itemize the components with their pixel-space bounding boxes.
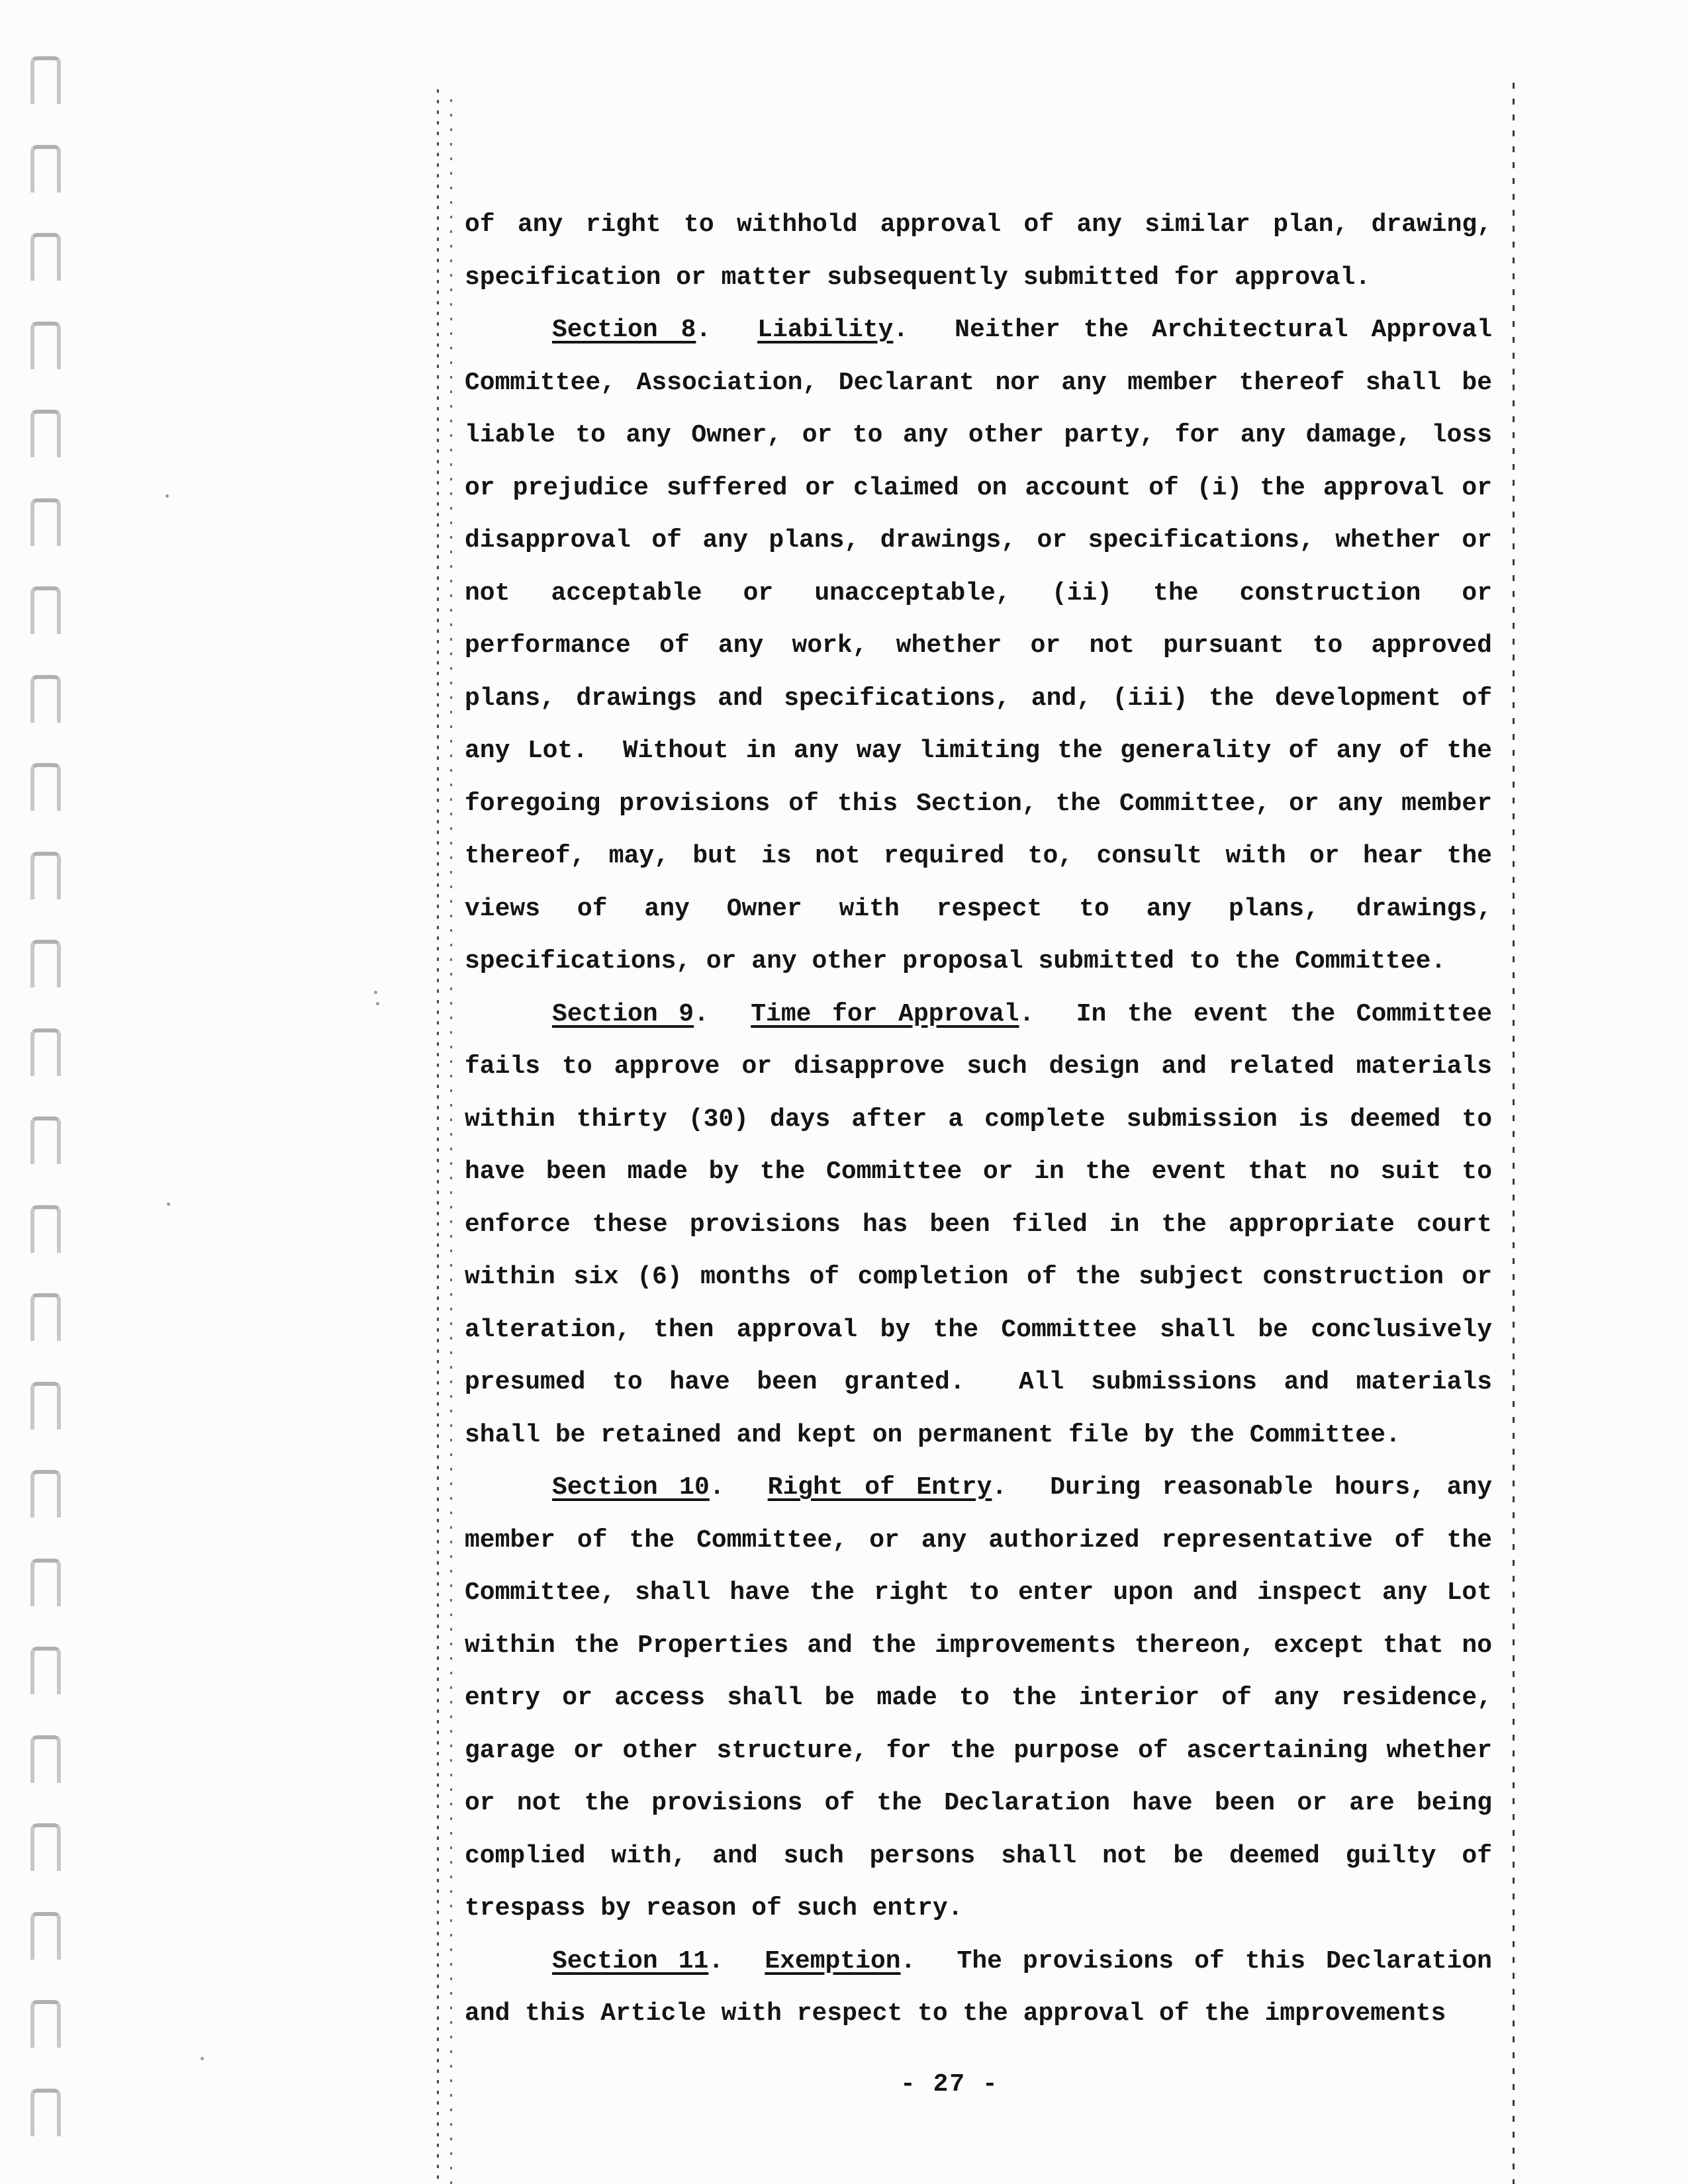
body-text: disapproval of any plans, drawings, or specifications, whether or xyxy=(465,526,1492,555)
body-text: . xyxy=(694,999,751,1028)
scan-speck xyxy=(167,1203,170,1206)
text-line xyxy=(465,1882,1492,1935)
binder-hole xyxy=(30,1559,61,1606)
binder-hole xyxy=(30,940,61,987)
binder-hole xyxy=(30,1116,61,1164)
text-line xyxy=(465,1040,1492,1093)
body-text: foregoing provisions of this Section, the Committee, or any member xyxy=(465,789,1492,818)
text-line xyxy=(465,1619,1492,1672)
binder-hole xyxy=(30,56,61,104)
text-line xyxy=(465,1461,1492,1514)
text-line xyxy=(465,619,1492,672)
body-text: not acceptable or unacceptable, (ii) the construction or xyxy=(465,578,1492,608)
binder-hole xyxy=(30,1823,61,1871)
body-text: Committee, shall have the right to enter upon and inspect any Lot xyxy=(465,1578,1492,1607)
text-line xyxy=(465,357,1492,410)
binder-hole xyxy=(30,233,61,281)
underlined-heading-text: Time for Approval xyxy=(751,999,1019,1028)
text-line xyxy=(465,1514,1492,1567)
body-text: presumed to have been granted. All submissions and materials xyxy=(465,1368,1492,1396)
body-text: within thirty (30) days after a complete submission is deemed to xyxy=(465,1105,1492,1134)
body-text: . xyxy=(709,1473,768,1502)
body-text: liable to any Owner, or to any other party, for any damage, loss xyxy=(465,421,1492,449)
body-text: have been made by the Committee or in the event that no suit to xyxy=(465,1158,1492,1186)
binder-hole xyxy=(30,1382,61,1430)
text-line xyxy=(465,1409,1492,1462)
body-text: . During reasonable hours, any xyxy=(992,1473,1492,1502)
text-line xyxy=(465,251,1492,304)
paragraph xyxy=(465,1461,1492,1935)
body-text: within six (6) months of completion of the subject construction or xyxy=(465,1263,1492,1291)
text-line xyxy=(465,988,1492,1041)
text-line xyxy=(465,778,1492,831)
body-text: fails to approve or disapprove such design and related materials xyxy=(465,1052,1492,1081)
body-text: thereof, may, but is not required to, consult with or hear the xyxy=(465,842,1492,870)
body-text: garage or other structure, for the purpose of ascertaining whether xyxy=(465,1736,1492,1765)
text-line xyxy=(465,1093,1492,1146)
text-line xyxy=(465,1567,1492,1619)
paragraph xyxy=(465,304,1492,988)
body-text: entry or access shall be made to the interior of any residence, xyxy=(465,1684,1492,1712)
body-text: or prejudice suffered or claimed on account of (i) the approval or xyxy=(465,473,1492,502)
binder-hole xyxy=(30,1647,61,1694)
body-text: . xyxy=(708,1946,765,1976)
text-line xyxy=(465,199,1492,251)
binder-hole xyxy=(30,675,61,723)
body-text: any Lot. Without in any way limiting the generality of any of the xyxy=(465,737,1492,765)
text-line xyxy=(465,1987,1492,2040)
body-text: . Neither the Architectural Approval xyxy=(893,316,1492,344)
body-text: specifications, or any other proposal submitted to the Committee. xyxy=(465,947,1446,976)
underlined-heading-text: Right of Entry xyxy=(767,1473,992,1502)
underlined-heading-text: Section 11 xyxy=(552,1946,709,1976)
binder-hole xyxy=(30,1912,61,1960)
underlined-heading-text: Liability xyxy=(757,316,894,344)
text-line xyxy=(465,304,1492,357)
left-scan-edge-line-2 xyxy=(450,99,452,2184)
scan-speck xyxy=(201,2057,204,2060)
text-line xyxy=(465,567,1492,620)
text-line xyxy=(465,1146,1492,1199)
binder-hole xyxy=(30,2089,61,2136)
scan-speck xyxy=(376,1002,379,1005)
body-text: . The provisions of this Declaration xyxy=(900,1946,1492,1976)
binder-hole xyxy=(30,145,61,193)
body-text: alteration, then approval by the Committee shall be conclusively xyxy=(465,1315,1492,1344)
body-text: and this Article with respect to the approval of the improvements xyxy=(465,1999,1446,2028)
body-text: complied with, and such persons shall not be deemed guilty of xyxy=(465,1841,1492,1870)
body-text: enforce these provisions has been filed in the appropriate court xyxy=(465,1210,1492,1239)
body-text: shall be retained and kept on permanent file by the Committee. xyxy=(465,1420,1401,1449)
text-block xyxy=(465,199,1492,2040)
text-line xyxy=(465,1935,1492,1988)
underlined-heading-text: Exemption xyxy=(765,1946,901,1976)
text-line xyxy=(465,1356,1492,1409)
text-line xyxy=(465,830,1492,883)
body-text: Committee, Association, Declarant nor any member thereof shall be xyxy=(465,368,1492,397)
binder-hole xyxy=(30,498,61,546)
binder-hole xyxy=(30,1028,61,1076)
underlined-heading-text: Section 9 xyxy=(552,999,694,1028)
binder-holes xyxy=(0,0,106,2184)
text-line xyxy=(465,1830,1492,1883)
body-text: or not the provisions of the Declaration have been or are being xyxy=(465,1789,1492,1817)
paragraph xyxy=(465,199,1492,304)
body-text: trespass by reason of such entry. xyxy=(465,1894,963,1923)
text-line xyxy=(465,462,1492,515)
text-line xyxy=(465,725,1492,778)
body-text: . In the event the Committee xyxy=(1019,999,1492,1028)
text-line xyxy=(465,1725,1492,1778)
page-number: - 27 - xyxy=(900,2070,999,2099)
body-text: . xyxy=(696,316,758,344)
text-line xyxy=(465,1251,1492,1304)
binder-hole xyxy=(30,322,61,369)
scan-speck xyxy=(374,991,377,994)
underlined-heading-text: Section 10 xyxy=(552,1473,710,1502)
binder-hole xyxy=(30,1205,61,1253)
body-text: specification or matter subsequently submitted for approval. xyxy=(465,263,1371,292)
binder-hole xyxy=(30,852,61,899)
binder-hole xyxy=(30,763,61,811)
binder-hole xyxy=(30,1470,61,1518)
right-scan-edge-line xyxy=(1513,83,1515,2184)
text-line xyxy=(465,409,1492,462)
text-line xyxy=(465,672,1492,725)
underlined-heading-text: Section 8 xyxy=(552,316,696,344)
paragraph xyxy=(465,1935,1492,2040)
body-text: views of any Owner with respect to any plans, drawings, xyxy=(465,894,1492,923)
body-text: member of the Committee, or any authorized representative of the xyxy=(465,1525,1492,1555)
binder-hole xyxy=(30,1293,61,1341)
paragraph xyxy=(465,988,1492,1462)
body-text: performance of any work, whether or not pursuant to approved xyxy=(465,631,1492,660)
binder-hole xyxy=(30,2000,61,2048)
scan-speck xyxy=(165,494,169,498)
text-line xyxy=(465,1672,1492,1725)
left-scan-edge-line xyxy=(437,89,439,2184)
body-text: of any right to withhold approval of any similar plan, drawing, xyxy=(465,210,1492,239)
body-text: within the Properties and the improvements thereon, except that no xyxy=(465,1631,1492,1660)
body-text: plans, drawings and specifications, and, (iii) the development of xyxy=(465,684,1492,713)
text-line xyxy=(465,1777,1492,1830)
binder-hole xyxy=(30,410,61,457)
text-line xyxy=(465,514,1492,567)
text-line xyxy=(465,935,1492,988)
binder-hole xyxy=(30,1735,61,1783)
binder-hole xyxy=(30,586,61,634)
text-line xyxy=(465,1304,1492,1357)
text-line xyxy=(465,1199,1492,1251)
text-line xyxy=(465,883,1492,936)
